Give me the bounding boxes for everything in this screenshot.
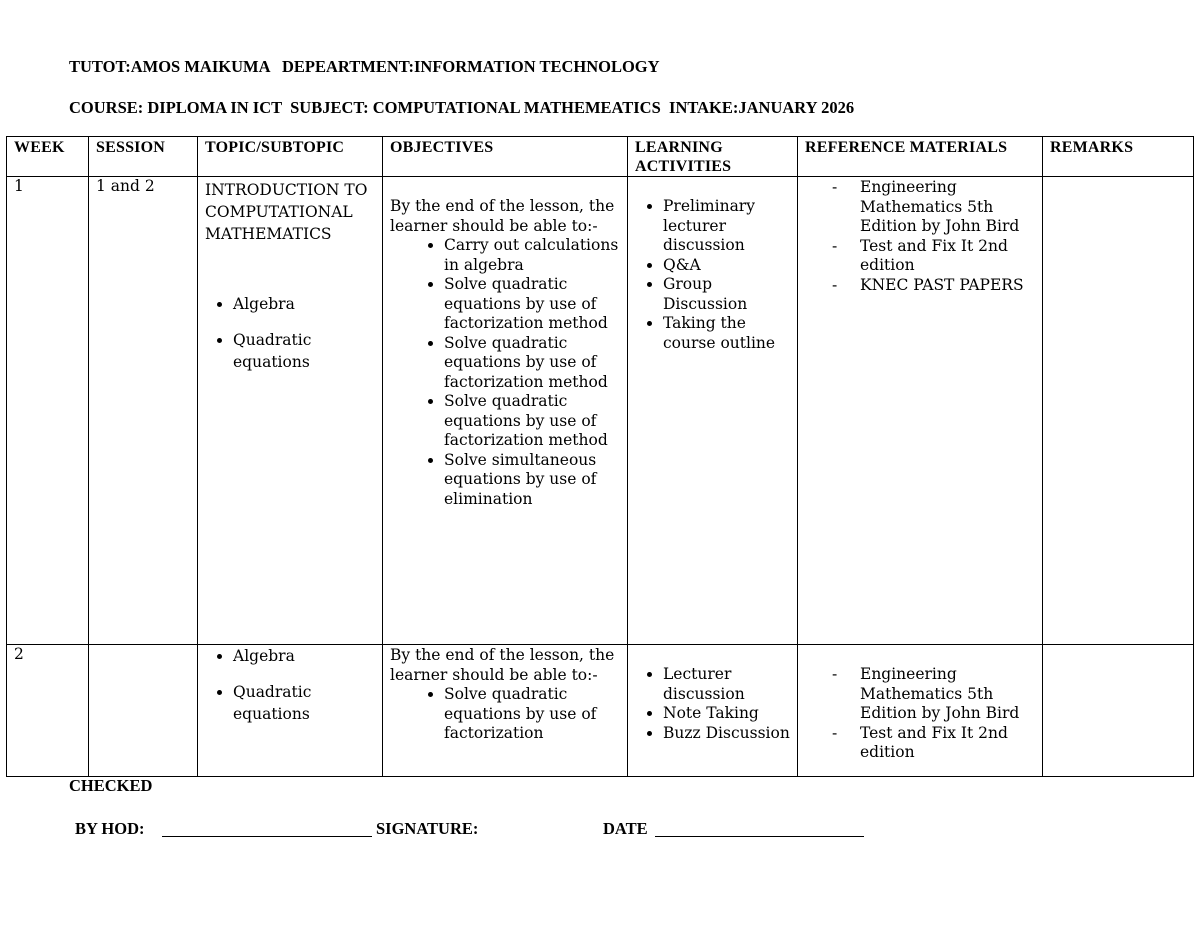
session-cell — [89, 645, 198, 777]
subtopic-list — [205, 293, 375, 373]
references-cell — [798, 645, 1043, 777]
objectives-cell — [383, 645, 628, 777]
column-header-objectives: OBJECTIVES — [383, 137, 628, 177]
activity-item: • Note Taking — [663, 704, 790, 724]
week-cell: 2 — [7, 645, 89, 777]
scheme-of-work-table — [6, 136, 1194, 777]
topic-title: INTRODUCTION TO COMPUTATIONAL MATHEMATICS — [205, 181, 368, 243]
column-header-learning-activities: LEARNING ACTIVITIES — [628, 137, 798, 177]
references-cell — [798, 177, 1043, 645]
header-tutor-department: TUTOT:AMOS MAIKUMA DEPEARTMENT:INFORMATION TECHNOLOGY — [69, 57, 660, 76]
objectives-cell — [383, 177, 628, 645]
activities-cell — [628, 645, 798, 777]
reference-item: - Engineering Mathematics 5th Edition by John Bird — [805, 178, 1035, 237]
objectives-intro: By the end of the lesson, the learner should be able to:- — [390, 197, 615, 235]
objective-item: • Carry out calculations in algebra — [444, 236, 620, 275]
subtopic-item: • Algebra — [233, 645, 375, 667]
by-hod-label: BY HOD: — [75, 819, 145, 838]
topic-cell — [198, 177, 383, 645]
subtopic-item: • Algebra — [233, 293, 375, 315]
table-row — [7, 177, 1194, 645]
activity-item: • Q&A — [663, 256, 790, 276]
objective-item: • Solve simultaneous equations by use of elimination — [444, 451, 620, 510]
objectives-list — [390, 685, 620, 744]
activities-cell — [628, 177, 798, 645]
activity-item: • Preliminary lecturer discussion — [663, 197, 790, 256]
remarks-cell — [1043, 645, 1194, 777]
activities-list — [635, 197, 790, 353]
objective-item: • Solve quadratic equations by use of factorization — [444, 685, 620, 744]
signature-label: SIGNATURE: — [376, 819, 479, 838]
activity-item: • Lecturer discussion — [663, 665, 790, 704]
objectives-list — [390, 236, 620, 509]
references-list — [805, 178, 1035, 295]
remarks-cell — [1043, 177, 1194, 645]
topic-cell — [198, 645, 383, 777]
activity-item: • Group Discussion — [663, 275, 790, 314]
checked-label: CHECKED — [69, 776, 153, 795]
objectives-intro: By the end of the lesson, the learner should be able to:- — [390, 646, 615, 684]
subtopic-item: • Quadratic equations — [233, 329, 375, 373]
subtopic-list — [205, 645, 375, 725]
column-header-week: WEEK — [7, 137, 89, 177]
column-header-remarks: REMARKS — [1043, 137, 1194, 177]
activity-item: • Buzz Discussion — [663, 724, 790, 744]
activity-item: • Taking the course outline — [663, 314, 790, 353]
references-list — [805, 665, 1035, 763]
column-header-topic: TOPIC/SUBTOPIC — [198, 137, 383, 177]
reference-item: - Test and Fix It 2nd edition — [805, 237, 1035, 276]
reference-item: - KNEC PAST PAPERS — [805, 276, 1035, 296]
hod-signature-line — [162, 822, 372, 837]
column-header-reference-materials: REFERENCE MATERIALS — [798, 137, 1043, 177]
objective-item: • Solve quadratic equations by use of factorization method — [444, 334, 620, 393]
reference-item: - Engineering Mathematics 5th Edition by John Bird — [805, 665, 1035, 724]
reference-item: - Test and Fix It 2nd edition — [805, 724, 1035, 763]
date-label: DATE — [603, 819, 648, 838]
objective-item: • Solve quadratic equations by use of factorization method — [444, 392, 620, 451]
objective-item: • Solve quadratic equations by use of factorization method — [444, 275, 620, 334]
date-line — [655, 822, 864, 837]
week-cell: 1 — [7, 177, 89, 645]
table-header-row — [7, 137, 1194, 177]
table-row — [7, 645, 1194, 777]
column-header-session: SESSION — [89, 137, 198, 177]
subtopic-item: • Quadratic equations — [233, 681, 375, 725]
header-course-subject-intake: COURSE: DIPLOMA IN ICT SUBJECT: COMPUTATIONAL MATHEMEATICS INTAKE:JANUARY 2026 — [69, 98, 855, 117]
activities-list — [635, 665, 790, 743]
session-cell: 1 and 2 — [89, 177, 198, 645]
